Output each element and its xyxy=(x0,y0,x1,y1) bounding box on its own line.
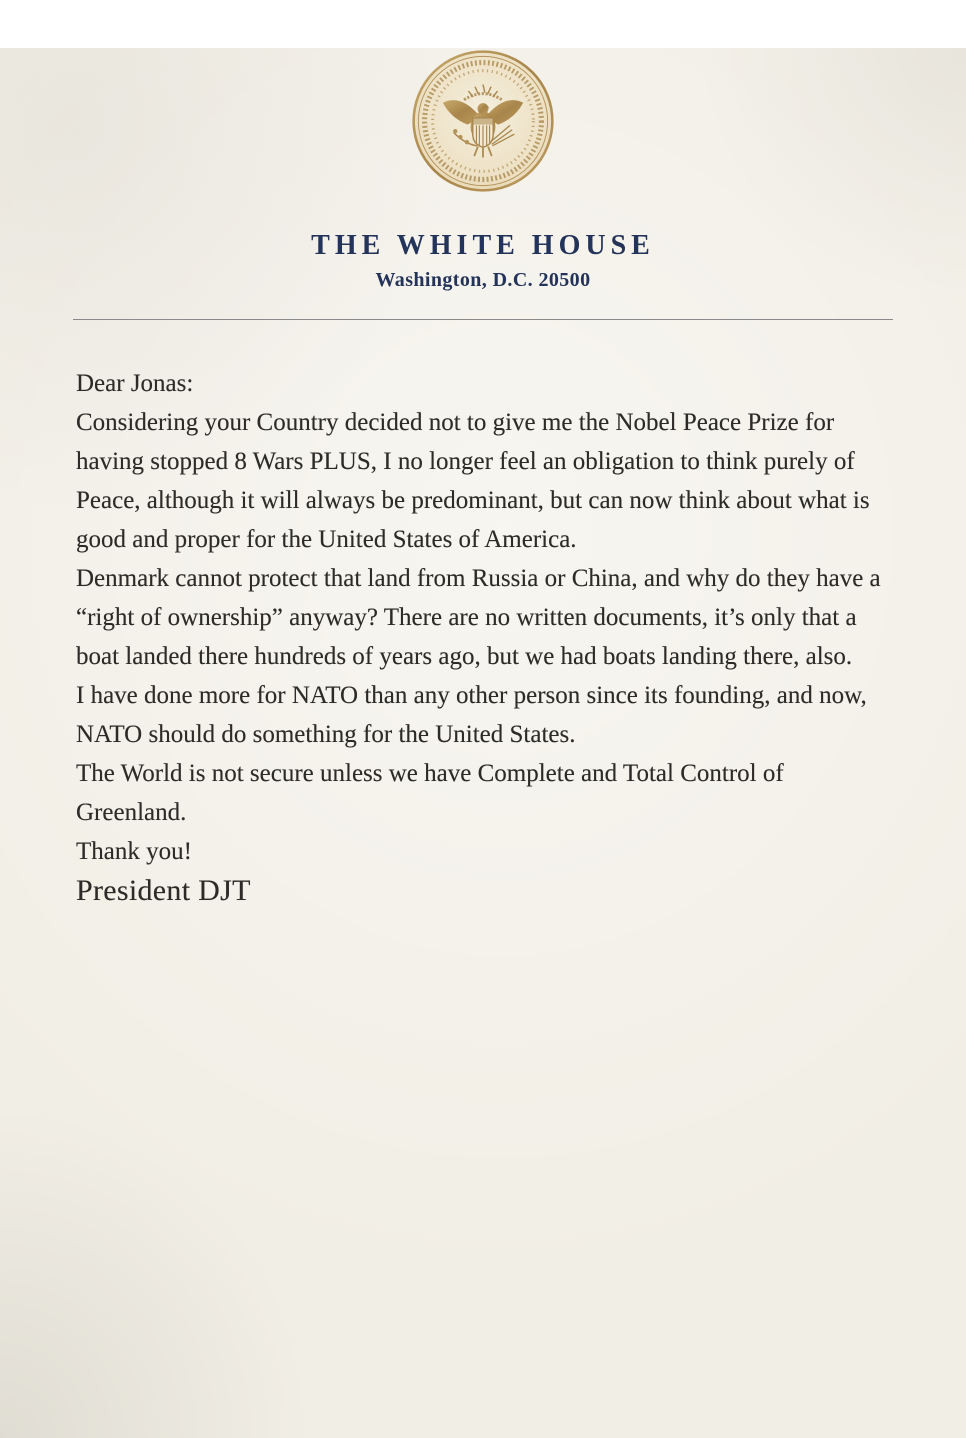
salutation: Dear Jonas: xyxy=(76,370,194,397)
letterhead-title: THE WHITE HOUSE xyxy=(311,230,655,261)
signature: President DJT xyxy=(76,874,251,907)
paragraph-2: Denmark cannot protect that land from Russia or China, and why do they have a “right of ownership” anyway? There are no written documents, it’s only that a boat landed there hundreds of years ago, but we had boats landing there, also. xyxy=(76,565,881,670)
letter-body xyxy=(76,364,890,910)
closing: Thank you! xyxy=(76,838,192,865)
paragraph-3: I have done more for NATO than any other person since its founding, and now, NATO should do something for the United States. xyxy=(76,682,867,748)
letterhead xyxy=(0,48,966,292)
presidential-seal-icon xyxy=(410,48,556,194)
paragraph-4: The World is not secure unless we have Complete and Total Control of Greenland. xyxy=(76,760,784,826)
paragraph-1: Considering your Country decided not to give me the Nobel Peace Prize for having stopped 8 Wars PLUS, I no longer feel an obligation to think purely of Peace, although it will always be predominant, but can now think about what is good and proper for the United States of America. xyxy=(76,409,870,553)
letterhead-divider xyxy=(73,319,893,320)
letterhead-address: Washington, D.C. 20500 xyxy=(375,269,591,291)
letter-page xyxy=(0,48,966,1438)
